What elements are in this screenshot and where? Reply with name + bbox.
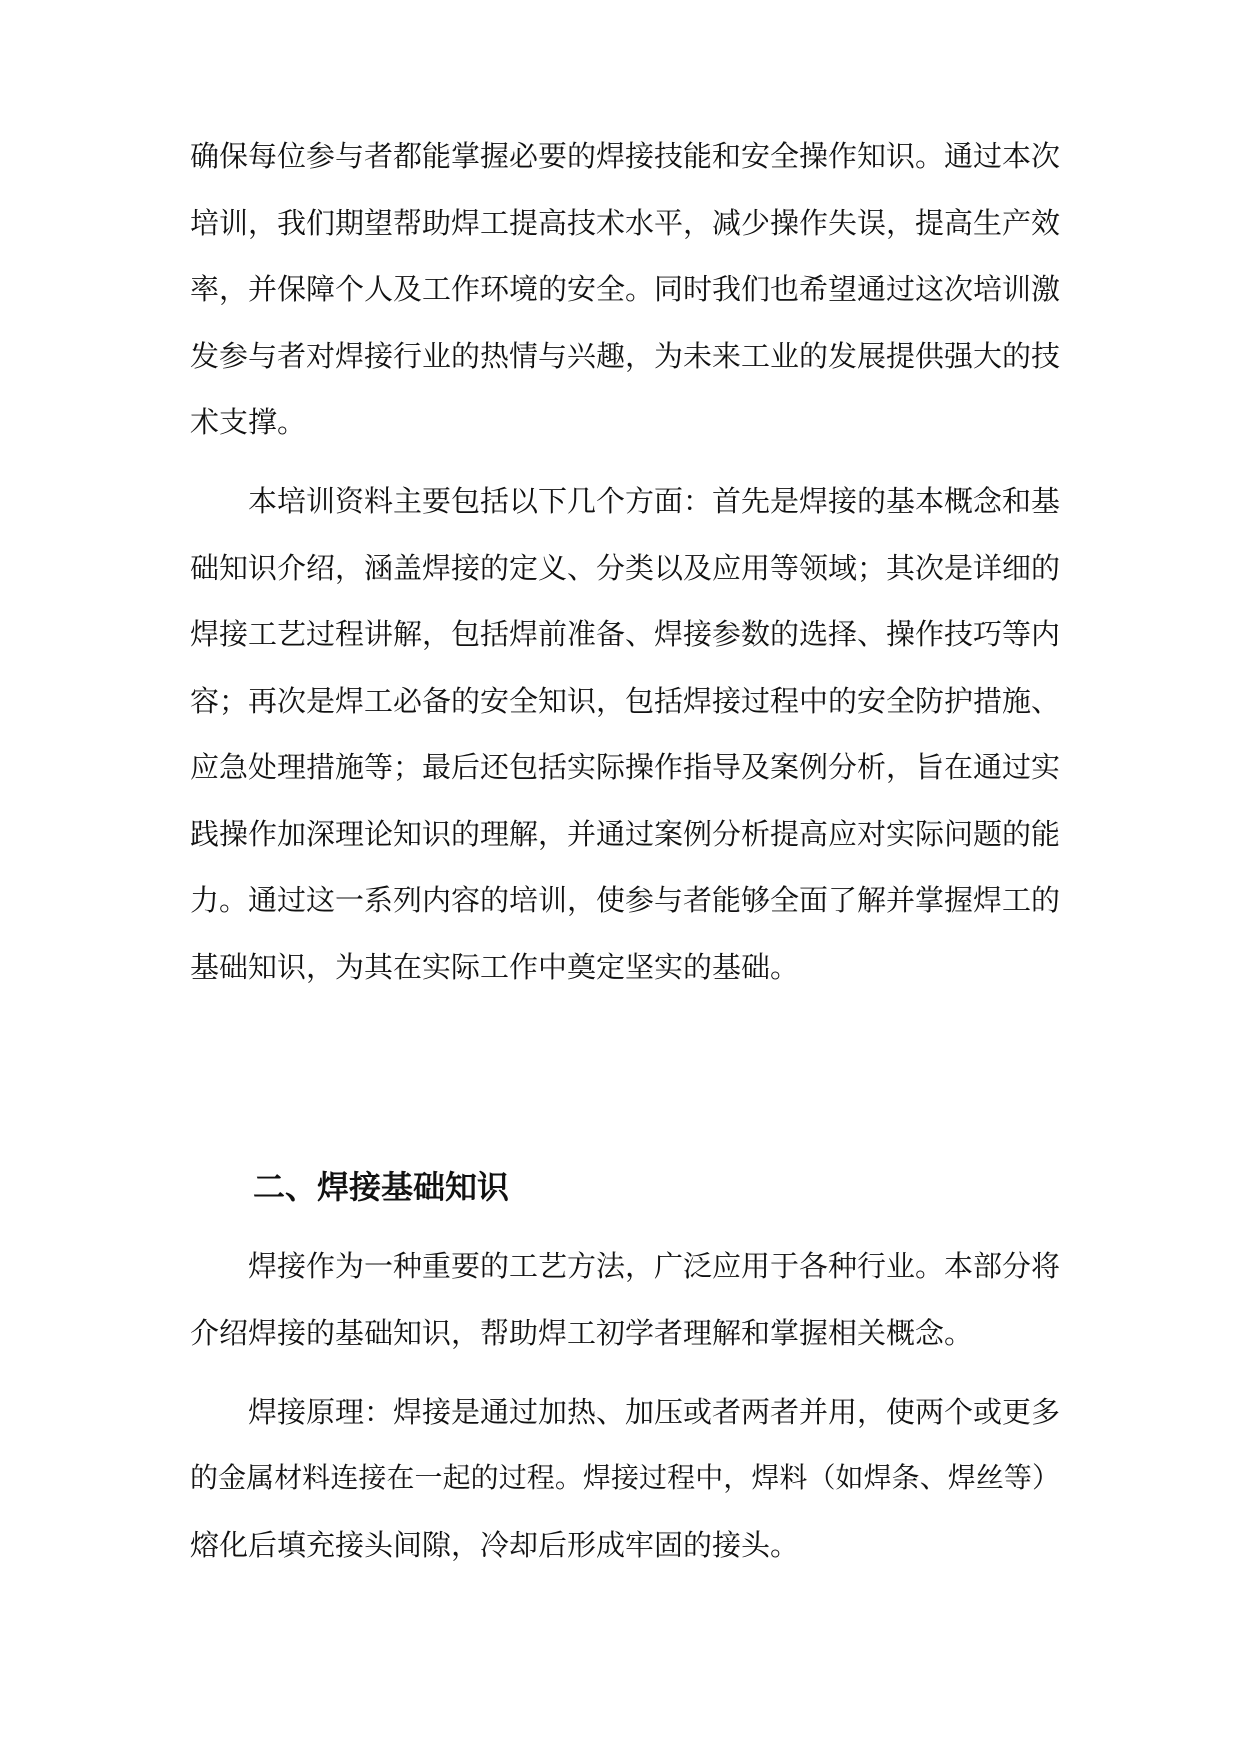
paragraph-2-line-2: 础知识介绍，涵盖焊接的定义、分类以及应用等领域；其次是详细的 <box>190 551 1061 585</box>
paragraph-1-line-4: 发参与者对焊接行业的热情与兴趣，为未来工业的发展提供强大的技 <box>190 339 1061 373</box>
paragraph-1-line-2: 培训，我们期望帮助焊工提高技术水平，减少操作失误，提高生产效 <box>190 206 1061 240</box>
paragraph-4-line-1: 焊接原理：焊接是通过加热、加压或者两者并用，使两个或更多 <box>248 1395 1061 1429</box>
paragraph-2-line-1: 本培训资料主要包括以下几个方面：首先是焊接的基本概念和基 <box>248 484 1061 518</box>
paragraph-1-line-5: 术支撑。 <box>190 405 307 439</box>
paragraph-2-line-7: 力。通过这一系列内容的培训，使参与者能够全面了解并掌握焊工的 <box>190 883 1061 917</box>
paragraph-2-line-6: 践操作加深理论知识的理解，并通过案例分析提高应对实际问题的能 <box>190 817 1061 851</box>
paragraph-1-line-3: 率，并保障个人及工作环境的安全。同时我们也希望通过这次培训激 <box>190 272 1061 306</box>
paragraph-2-line-5: 应急处理措施等；最后还包括实际操作指导及案例分析，旨在通过实 <box>190 750 1061 784</box>
paragraph-3-line-2: 介绍焊接的基础知识，帮助焊工初学者理解和掌握相关概念。 <box>190 1316 974 1350</box>
paragraph-4-line-3: 熔化后填充接头间隙，冷却后形成牢固的接头。 <box>190 1528 800 1562</box>
paragraph-2-line-3: 焊接工艺过程讲解，包括焊前准备、焊接参数的选择、操作技巧等内 <box>190 617 1061 651</box>
paragraph-4-line-2: 的金属材料连接在一起的过程。焊接过程中，焊料（如焊条、焊丝等） <box>190 1461 1060 1494</box>
paragraph-1-line-1: 确保每位参与者都能掌握必要的焊接技能和安全操作知识。通过本次 <box>190 139 1061 173</box>
paragraph-2-line-8: 基础知识，为其在实际工作中奠定坚实的基础。 <box>190 950 800 984</box>
paragraph-3-line-1: 焊接作为一种重要的工艺方法，广泛应用于各种行业。本部分将 <box>248 1249 1061 1283</box>
paragraph-2-line-4: 容；再次是焊工必备的安全知识，包括焊接过程中的安全防护措施、 <box>190 684 1061 718</box>
section-heading: 二、焊接基础知识 <box>253 1168 510 1206</box>
